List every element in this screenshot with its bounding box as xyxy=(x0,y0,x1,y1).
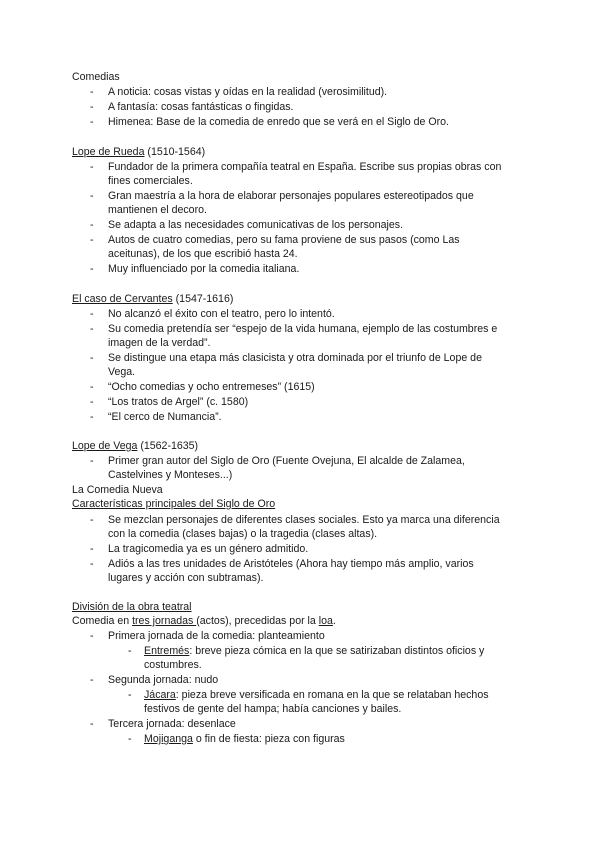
rueda-name: Lope de Rueda xyxy=(72,146,145,158)
list-item: Se mezclan personajes de diferentes clases sociales. Esto ya marca una diferencia xyxy=(108,514,500,526)
list-item: Autos de cuatro comedias, pero su fama proviene de sus pasos (como Las xyxy=(108,234,460,246)
bullet: - xyxy=(90,190,94,202)
bullet: - xyxy=(90,323,94,335)
bullet: - xyxy=(128,689,132,701)
list-item: Muy influenciado por la comedia italiana. xyxy=(108,263,300,275)
list-item-cont: aceitunas), de los que escribió hasta 24. xyxy=(108,248,298,260)
bullet: - xyxy=(90,308,94,320)
cervantes-name: El caso de Cervantes xyxy=(72,293,173,305)
bullet: - xyxy=(90,234,94,246)
bullet: - xyxy=(90,718,94,730)
bullet: - xyxy=(90,101,94,113)
cervantes-heading xyxy=(72,292,233,307)
list-item: Himenea: Base de la comedia de enredo que se verá en el Siglo de Oro. xyxy=(108,116,449,128)
list-item: La tragicomedia ya es un género admitido. xyxy=(108,543,309,555)
vega-name: Lope de Vega xyxy=(72,440,138,452)
bullet: - xyxy=(90,396,94,408)
bullet: - xyxy=(90,411,94,423)
bullet: - xyxy=(90,116,94,128)
list-item-cont: lugares y acción con subtramas). xyxy=(108,572,264,584)
jacara-def: : pieza breve versificada en romana en la que se relataban hechos xyxy=(175,689,489,701)
division-heading: División de la obra teatral xyxy=(72,601,192,613)
bullet: - xyxy=(90,674,94,686)
bullet: - xyxy=(90,543,94,555)
bullet: - xyxy=(128,645,132,657)
jornada-1: Primera jornada de la comedia: planteamiento xyxy=(108,630,325,642)
list-item: “Ocho comedias y ocho entremeses” (1615) xyxy=(108,381,315,393)
list-item: Se distingue una etapa más clasicista y otra dominada por el triunfo de Lope de xyxy=(108,352,482,364)
mojiganga-item xyxy=(144,732,345,747)
mojiganga-term: Mojiganga xyxy=(144,733,193,745)
intro-text: (actos), precedidas por la xyxy=(196,615,319,627)
jacara-term: Jácara xyxy=(144,689,176,701)
list-item-cont: costumbres. xyxy=(144,659,202,671)
list-item-cont: Vega. xyxy=(108,366,136,378)
bullet: - xyxy=(90,219,94,231)
list-item: Fundador de la primera compañía teatral en España. Escribe sus propias obras con xyxy=(108,161,502,173)
bullet: - xyxy=(90,514,94,526)
bullet: - xyxy=(90,455,94,467)
vega-dates: (1562-1635) xyxy=(137,440,199,452)
list-item: Se adapta a las necesidades comunicativas de los personajes. xyxy=(108,219,404,231)
list-item-cont: mantienen el decoro. xyxy=(108,204,207,216)
list-item-cont: fines comerciales. xyxy=(108,175,193,187)
bullet: - xyxy=(90,630,94,642)
list-item: No alcanzó el éxito con el teatro, pero lo intentó. xyxy=(108,308,335,320)
jornada-2: Segunda jornada: nudo xyxy=(108,674,219,686)
division-intro xyxy=(72,614,336,629)
tres-jornadas-term: tres jornadas xyxy=(132,615,197,627)
entremes-item xyxy=(144,644,484,659)
list-item: Su comedia pretendía ser “espejo de la vida humana, ejemplo de las costumbres e xyxy=(108,323,498,335)
jacara-item xyxy=(144,688,489,703)
entremes-term: Entremés xyxy=(144,645,190,657)
comedia-nueva-heading: La Comedia Nueva xyxy=(72,484,163,496)
rueda-heading xyxy=(72,145,205,160)
jornada-3: Tercera jornada: desenlace xyxy=(108,718,236,730)
vega-heading xyxy=(72,439,198,454)
bullet: - xyxy=(90,381,94,393)
list-item-cont: Castelvines y Monteses...) xyxy=(108,469,233,481)
list-item: Adiós a las tres unidades de Aristóteles (Ahora hay tiempo más amplio, varios xyxy=(108,558,474,570)
bullet: - xyxy=(90,352,94,364)
rueda-dates: (1510-1564) xyxy=(144,146,206,158)
mojiganga-def: o fin de fiesta: pieza con figuras xyxy=(192,733,345,745)
bullet: - xyxy=(90,161,94,173)
cervantes-dates: (1547-1616) xyxy=(172,293,234,305)
list-item: “El cerco de Numancia”. xyxy=(108,411,222,423)
intro-text: . xyxy=(332,615,336,627)
list-item: “Los tratos de Argel” (c. 1580) xyxy=(108,396,249,408)
caracteristicas-heading: Características principales del Siglo de Oro xyxy=(72,498,276,510)
intro-text: Comedia en xyxy=(72,615,133,627)
comedias-heading: Comedias xyxy=(72,71,120,83)
bullet: - xyxy=(128,733,132,745)
bullet: - xyxy=(90,558,94,570)
list-item: Gran maestría a la hora de elaborar personajes populares estereotipados que xyxy=(108,190,474,202)
entremes-def: : breve pieza cómica en la que se satirizaban distintos oficios y xyxy=(189,645,485,657)
list-item-cont: festivos de gente del hampa; había canciones y bailes. xyxy=(144,703,402,715)
list-item: A noticia: cosas vistas y oídas en la realidad (verosimilitud). xyxy=(108,86,388,98)
list-item-cont: con la comedia (clases bajas) o la tragedia (clases altas). xyxy=(108,528,378,540)
loa-term: loa xyxy=(318,615,333,627)
bullet: - xyxy=(90,86,94,98)
list-item-cont: imagen de la verdad”. xyxy=(108,337,211,349)
bullet: - xyxy=(90,263,94,275)
list-item: Primer gran autor del Siglo de Oro (Fuente Ovejuna, El alcalde de Zalamea, xyxy=(108,455,465,467)
list-item: A fantasía: cosas fantásticas o fingidas. xyxy=(108,101,294,113)
